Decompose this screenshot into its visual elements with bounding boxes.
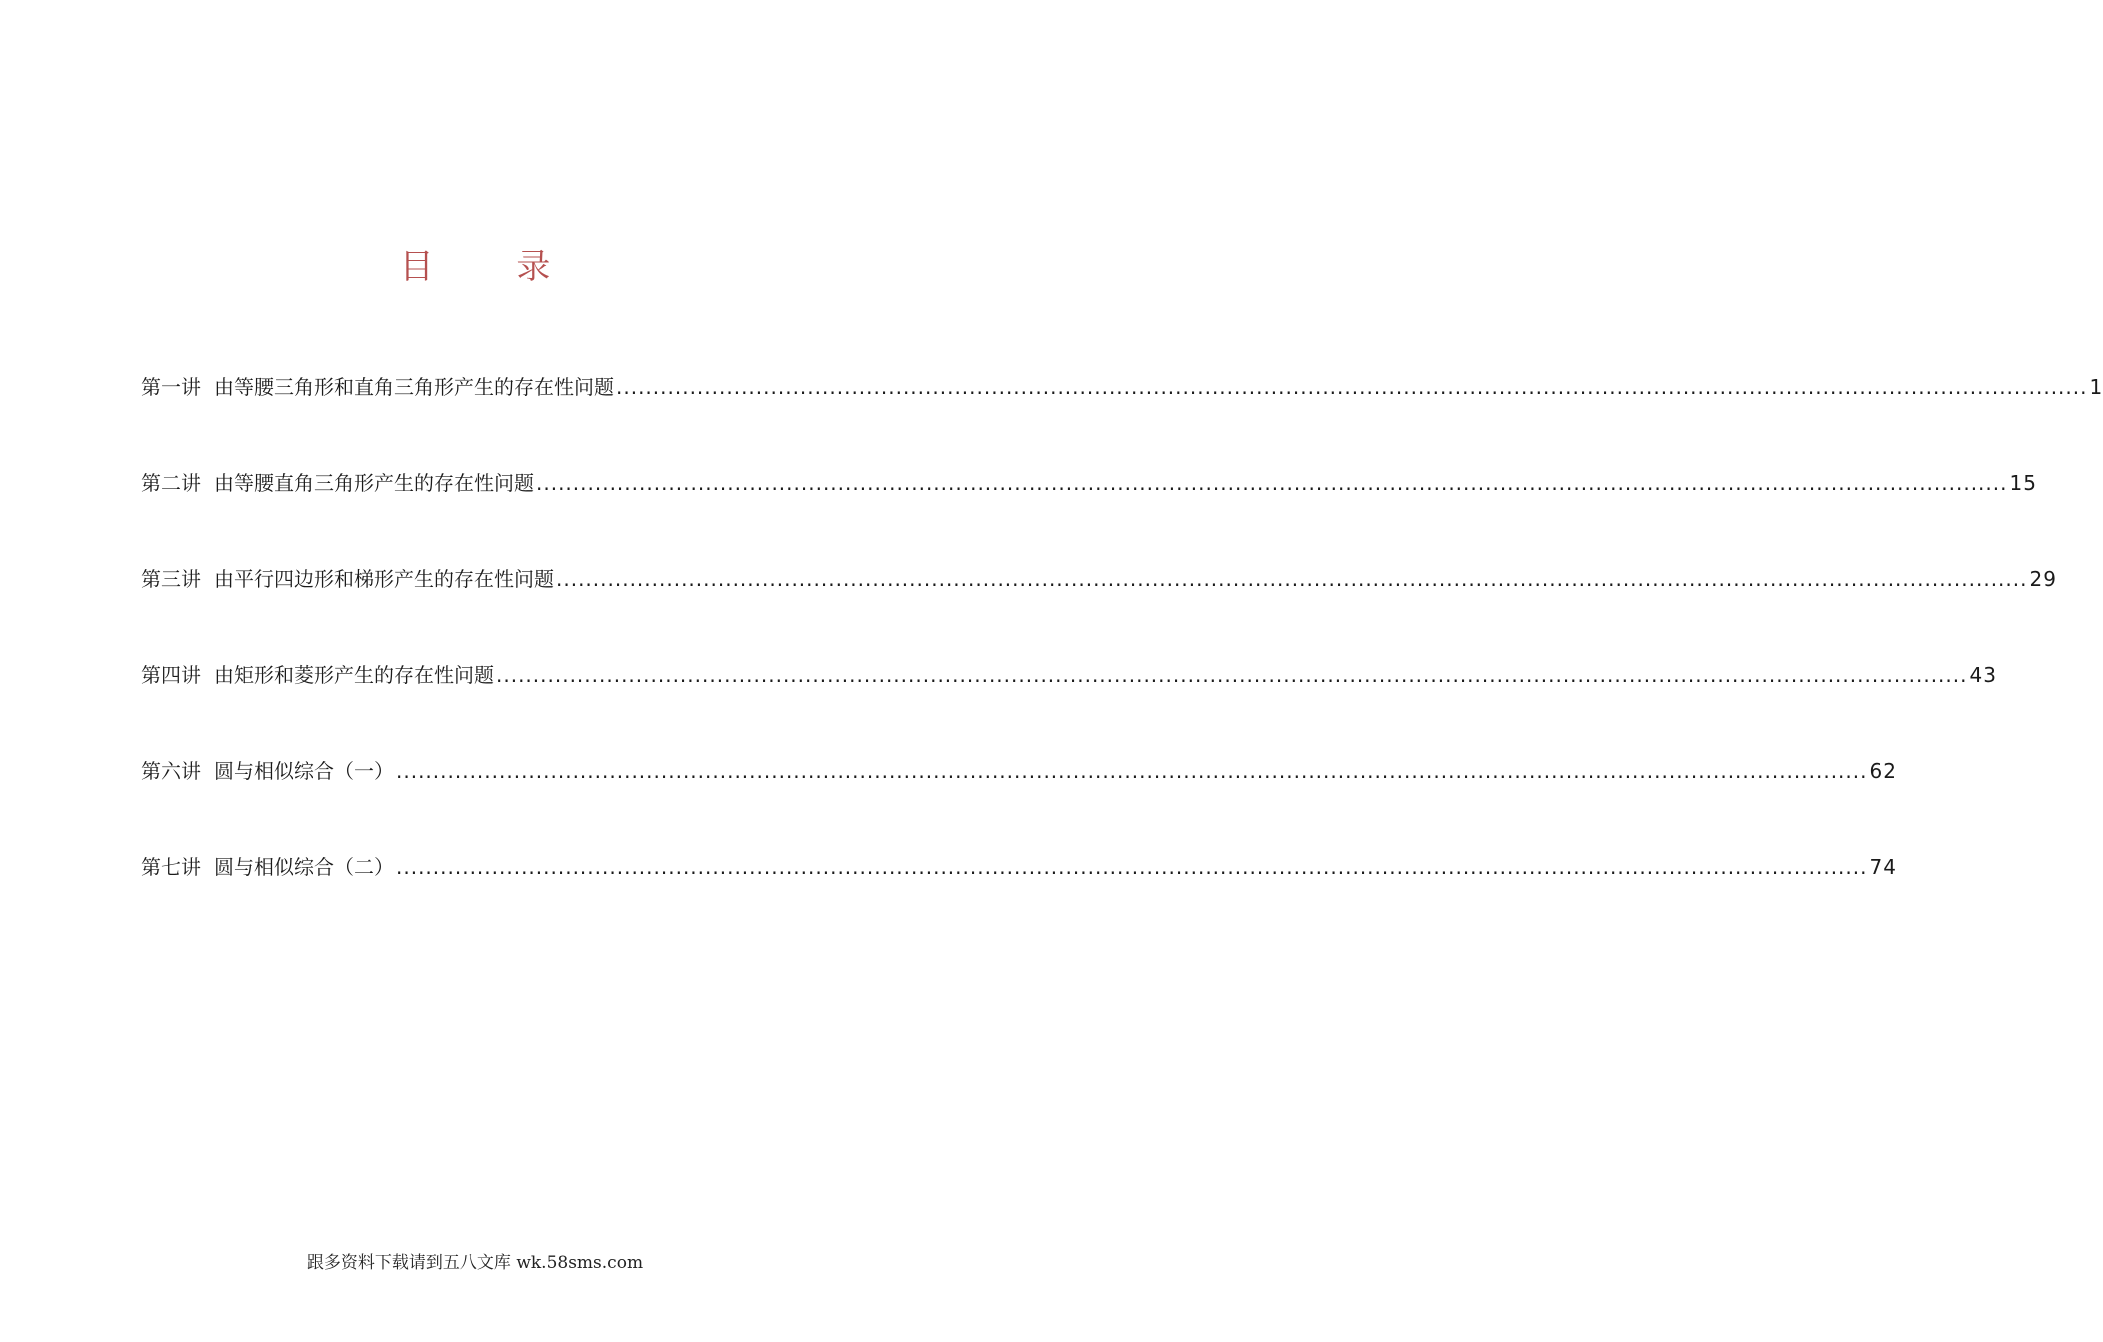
footer-download-note: 跟多资料下载请到五八文库 wk.58sms.com	[306, 1253, 644, 1273]
toc-page-number: 29	[2029, 567, 2057, 591]
toc-dot-leader: ........................................................................................................................................................................................................	[536, 471, 2008, 495]
toc-entry[interactable]	[141, 658, 1997, 754]
toc-entry-title: 圆与相似综合（二）	[214, 855, 394, 879]
toc-page-number: 1	[2089, 375, 2103, 399]
toc-lecture-label: 第三讲	[141, 567, 201, 591]
toc-entry[interactable]	[141, 754, 1897, 850]
toc-entry-title: 圆与相似综合（一）	[214, 759, 394, 783]
toc-page-number: 43	[1969, 663, 1997, 687]
toc-dot-leader: ........................................................................................................................................................................................................	[556, 567, 2028, 591]
toc-dot-leader: ........................................................................................................................................................................................................	[496, 663, 1968, 687]
toc-dot-leader: ........................................................................................................................................................................................................	[616, 375, 2088, 399]
toc-page-number: 62	[1869, 759, 1897, 783]
toc-dot-leader: ........................................................................................................................................................................................................	[396, 855, 1868, 879]
toc-entry[interactable]	[141, 850, 1897, 946]
page-title: 目 录	[399, 247, 587, 287]
toc-entry-title: 由等腰三角形和直角三角形产生的存在性问题	[214, 375, 614, 399]
toc-page-number: 74	[1869, 855, 1897, 879]
toc-entry-title: 由等腰直角三角形产生的存在性问题	[214, 471, 534, 495]
toc-dot-leader: ........................................................................................................................................................................................................	[396, 759, 1868, 783]
toc-lecture-label: 第四讲	[141, 663, 201, 687]
toc-lecture-label: 第一讲	[141, 375, 201, 399]
toc-lecture-label: 第七讲	[141, 855, 201, 879]
toc-entry[interactable]	[141, 562, 2057, 658]
toc-entry[interactable]	[141, 466, 2037, 562]
toc-entry-title: 由平行四边形和梯形产生的存在性问题	[214, 567, 554, 591]
toc-lecture-label: 第六讲	[141, 759, 201, 783]
toc-lecture-label: 第二讲	[141, 471, 201, 495]
toc-page-number: 15	[2009, 471, 2037, 495]
table-of-contents	[141, 370, 2103, 946]
toc-entry-title: 由矩形和菱形产生的存在性问题	[214, 663, 494, 687]
toc-entry[interactable]	[141, 370, 2103, 466]
